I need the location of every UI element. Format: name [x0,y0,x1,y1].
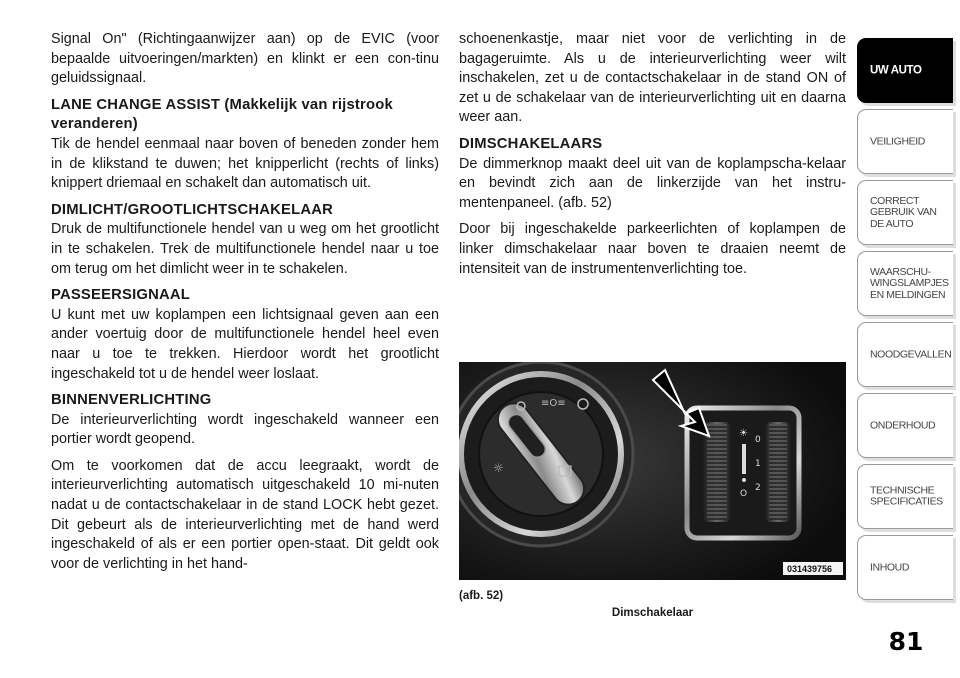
heading-dimschakelaars: DIMSCHAKELAARS [459,135,603,152]
tab-label: WAARSCHU-WINGSLAMPJES EN MELDINGEN [870,265,949,301]
svg-text:☼: ☼ [493,461,504,475]
tab-inhoud[interactable] [857,535,953,600]
heading-lane-change-assist: LANE CHANGE ASSIST (Makkelijk van rijstrook veranderen) [51,96,393,133]
dial-label-1: 1 [755,459,761,469]
continuation-paragraph: schoenenkastje, maar niet voor de verlichting in de bagageruimte. Als u de interieurverlichting weer wilt inschakelen, zet u de contactschakelaar in de stand ON of zet u de schakelaar van de interieurverlichting uit en daarna weer aan. [459,31,846,126]
intro-paragraph: Signal On" (Richtingaanwijzer aan) op de EVIC (voor bepaalde uitvoeringen/markten) en klinkt er een con-tinu geluidssignaal. [51,31,439,87]
heading-passeersignaal: PASSEERSIGNAAL [51,287,191,304]
tab-label: UW AUTO [870,63,922,76]
svg-text:≡O≡: ≡O≡ [541,398,566,409]
heading-binnenverlichting: BINNENVERLICHTING [51,392,212,409]
tab-label: INHOUD [870,560,910,573]
svg-text:☀: ☀ [739,428,748,439]
page-number: 81 [888,627,924,656]
figure-reference: (afb. 52) [459,590,504,602]
dimmer-switch-photo [459,362,846,580]
heading-dimlicht: DIMLICHT/GROOTLICHTSCHAKELAAR [51,201,333,218]
tab-label: VEILIGHEID [870,134,925,147]
left-column [51,30,439,581]
lane-change-paragraph: Tik de hendel eenmaal naar boven of beneden zonder hem in de klikstand te duwen; het knipperlicht (rechts of links) knippert driemaal en schakelt dan automatisch uit. [51,135,439,192]
tab-label: NOODGEVALLEN [870,347,952,360]
tab-noodgevallen[interactable] [857,322,953,387]
tab-veiligheid[interactable] [857,109,953,174]
tab-uw-auto[interactable] [857,38,953,103]
tab-onderhoud[interactable] [857,393,953,458]
binnenverlichting-paragraph: De interieurverlichting wordt ingeschakeld wanneer een portier wordt geopend. [51,411,439,448]
section-tabs [857,0,960,678]
dimlicht-paragraph: Druk de multifunctionele hendel van u weg om het grootlicht in te schakelen. Trek de multifunctionele hendel naar u toe om terug om het dimlicht weer in te schakelen. [51,221,439,277]
parkeerlichten-paragraph: Door bij ingeschakelde parkeerlichten of koplampen de linker dimschakelaar naar boven te draaien neemt de intensiteit van de instrumentenverlichting toe. [459,221,846,277]
tab-label: TECHNISCHE SPECIFICATIES [870,484,943,508]
dimschakelaars-paragraph: De dimmerknop maakt deel uit van de koplampscha-kelaar en bevindt zich aan de linkerzijde van het instru-mentenpaneel. (afb. 52) [459,155,846,211]
tab-waarschuwingslampjes[interactable] [857,251,953,316]
accu-paragraph: Om te voorkomen dat de accu leegraakt, wordt de interieurverlichting automatisch uitgeschakeld 10 mi-nuten nadat u de contactschakelaar in de stand LOCK hebt gezet. Dit gebeurt als de interieurverlichting met de hand werd ingeschakeld of als er een portier open-staat. Dit geldt ook voor de verlichting in het hand- [51,457,439,572]
tab-label: CORRECT GEBRUIK VAN DE AUTO [870,194,937,230]
svg-text:O: O [740,489,748,499]
figure-caption: Dimschakelaar [611,607,694,619]
tab-correct-gebruik[interactable] [857,180,953,245]
tab-technische-specificaties[interactable] [857,464,953,529]
right-column [459,30,846,286]
dial-label-2: 2 [755,483,761,493]
passeersignaal-paragraph: U kunt met uw koplampen een lichtsignaal geven aan een ander voertuig door de multifunctionele hendel heel even naar u toe te trekken. Hierdoor wordt het grootlicht ingeschakeld tot u de hendel weer loslaat. [51,306,439,382]
figure-code: 031439756 [787,564,833,574]
tab-label: ONDERHOUD [870,418,936,431]
dial-label-0: 0 [755,435,761,445]
